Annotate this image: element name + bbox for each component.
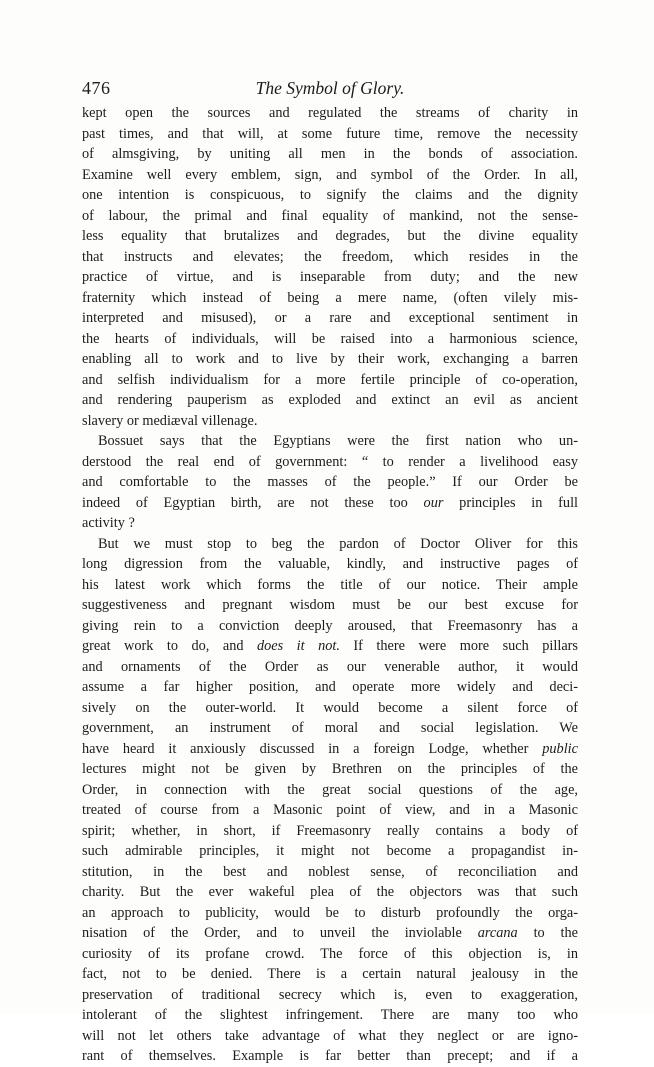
text-line: treated of course from a Masonic point of view, and in a Masonic — [82, 802, 578, 818]
text-line: the hearts of individuals, will be raised into a harmonious science, — [82, 330, 578, 347]
text-line: stitution, in the best and noblest sense, of reconciliation and — [82, 863, 578, 880]
text-line: and rendering pauperism as exploded and extinct an evil as ancient — [82, 392, 578, 408]
paragraph-end-line: activity ? — [82, 515, 135, 531]
text-line: preservation of traditional secrecy which is, even to exaggeration, — [82, 986, 578, 1003]
text-line — [82, 493, 578, 514]
text-line: sively on the outer-world. It would become a silent force of — [82, 699, 578, 716]
text-line: interpreted and misused), or a rare and exceptional sentiment in — [82, 310, 578, 326]
page-number: 476 — [82, 78, 111, 98]
text-line: intolerant of the slightest infringement. There are many too who — [82, 1007, 578, 1023]
text-line: rant of themselves. Example is far better than precept; and if a — [82, 1048, 578, 1064]
text-line: Examine well every emblem, sign, and symbol of the Order. In all, — [82, 166, 578, 183]
text-line: will not let others take advantage of what they neglect or are igno- — [82, 1027, 578, 1044]
text-line: less equality that brutalizes and degrades, but the divine equality — [82, 228, 578, 244]
text-segment: indeed of Egyptian birth, are not these too — [82, 494, 424, 511]
text-line: kept open the sources and regulated the streams of charity in — [82, 105, 578, 121]
text-line: one intention is conspicuous, to signify the claims and the dignity — [82, 187, 578, 203]
italic-emphasis: does it not. — [256, 638, 340, 654]
text-line: enabling all to work and to live by their work, exchanging a barren — [82, 351, 578, 367]
text-segment: to the — [517, 925, 578, 941]
text-line: of almsgiving, by uniting all men in the bonds of association. — [82, 146, 578, 162]
text-line: fact, not to be denied. There is a certain natural jealousy in the — [82, 966, 578, 982]
body-text — [82, 103, 578, 1067]
paragraph-end-line: slavery or mediæval villenage. — [82, 412, 258, 429]
italic-emphasis: public — [542, 740, 578, 757]
running-head — [82, 76, 578, 100]
text-segment: have heard it anxiously discussed in a foreign Lodge, whether — [82, 740, 543, 757]
text-segment: nisation of the Order, and to unveil the inviolable — [82, 925, 478, 941]
text-line: his latest work which forms the title of our notice. Their ample — [82, 576, 578, 593]
text-segment: great work to do, and — [82, 638, 257, 654]
text-line: lectures might not be given by Brethren on the principles of the — [82, 761, 578, 777]
text-line: assume a far higher position, and operate more widely and deci- — [82, 679, 578, 695]
running-title: The Symbol of Glory. — [255, 78, 405, 98]
italic-emphasis: our — [423, 494, 444, 511]
text-line: curiosity of its profane crowd. The force of this objection is, in — [82, 945, 578, 962]
text-line: giving rein to a conviction deeply aroused, that Freemasonry has a — [82, 617, 578, 634]
text-line: and comfortable to the masses of the people.” If our Order be — [82, 474, 578, 490]
text-line: suggestiveness and pregnant wisdom must be our best excuse for — [82, 597, 578, 613]
text-line: fraternity which instead of being a mere name, (often vilely mis- — [82, 289, 578, 306]
paragraph-start-line: Bossuet says that the Egyptians were the first nation who un- — [98, 433, 578, 449]
text-line: Order, in connection with the great social questions of the age, — [82, 781, 578, 798]
text-line: long digression from the valuable, kindly, and instructive pages of — [82, 556, 578, 572]
italic-emphasis: arcana — [477, 925, 518, 941]
paragraph-start-line: But we must stop to beg the pardon of Doctor Oliver for this — [98, 535, 578, 552]
text-line: of labour, the primal and final equality of mankind, not the sense- — [82, 207, 578, 224]
text-line — [82, 923, 578, 944]
text-line: practice of virtue, and is inseparable from duty; and the new — [82, 269, 578, 285]
text-line: that instructs and elevates; the freedom, which resides in the — [82, 248, 578, 265]
text-line: government, an instrument of moral and social legislation. We — [82, 720, 578, 736]
text-segment: If there were more such pillars — [339, 638, 578, 654]
text-line: and ornaments of the Order as our venerable author, it would — [82, 658, 578, 675]
text-line: derstood the real end of government: “ to render a livelihood easy — [82, 453, 578, 470]
text-line: past times, and that will, at some future time, remove the necessity — [82, 125, 578, 142]
text-line: spirit; whether, in short, if Freemasonry really contains a body of — [82, 822, 578, 839]
text-segment: principles in full — [443, 494, 578, 511]
text-line: such admirable principles, it might not become a propagandist in- — [82, 843, 578, 859]
text-line: and selfish individualism for a more fertile principle of co-operation, — [82, 371, 578, 388]
text-line — [82, 636, 578, 657]
text-line: charity. But the ever wakeful plea of the objectors was that such — [82, 884, 578, 900]
text-line — [82, 739, 578, 760]
text-line: an approach to publicity, would be to disturb profoundly the orga- — [82, 904, 578, 921]
